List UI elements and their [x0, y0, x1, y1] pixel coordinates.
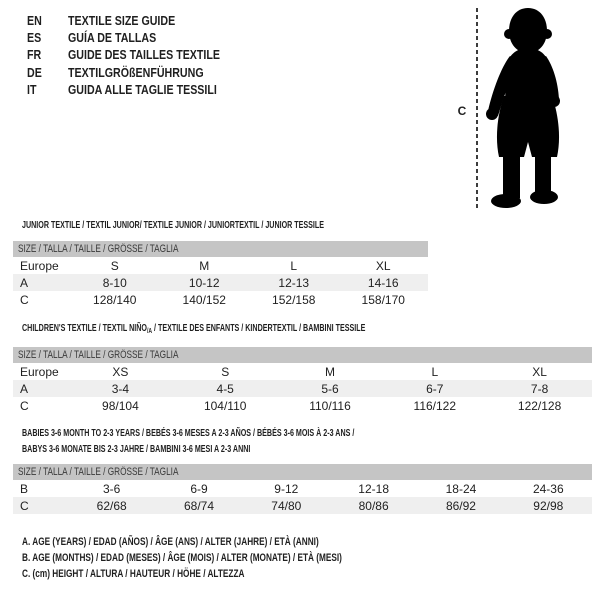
size-cell: 128/140 — [93, 292, 137, 307]
language-code: DE — [27, 64, 42, 80]
language-code: ES — [27, 30, 42, 46]
language-code: EN — [27, 13, 42, 28]
size-cell: 62/68 — [96, 498, 127, 513]
size-cell: 24-36 — [532, 481, 564, 496]
language-row — [27, 81, 253, 98]
row-label-cell: Europe — [20, 364, 59, 379]
size-cell: 12-18 — [358, 481, 389, 496]
language-title: GUÍA DE TALLAS — [68, 30, 157, 46]
size-header-bar — [13, 464, 592, 480]
size-cell: 3-4 — [111, 381, 130, 396]
size-cell: 6-7 — [426, 381, 444, 396]
size-header-label: SIZE / TALLA / TAILLE / GRÖSSE / TAGLIA — [18, 243, 179, 255]
size-cell: 12-13 — [278, 275, 310, 290]
babies-size-table — [13, 464, 592, 514]
size-cell: 18-24 — [445, 481, 477, 496]
footnote-c: C. (cm) HEIGHT / ALTURA / HAUTEUR / HÖHE / ALTEZZA — [22, 568, 245, 580]
language-title: TEXTILGRÖßENFÜHRUNG — [68, 64, 204, 80]
table-row — [13, 363, 592, 380]
table-row — [13, 497, 592, 514]
size-cell: 6-9 — [190, 481, 208, 496]
footnotes — [22, 534, 449, 582]
size-cell: L — [431, 364, 439, 379]
size-cell: XS — [112, 364, 129, 379]
size-header-label: SIZE / TALLA / TAILLE / GRÖSSE / TAGLIA — [18, 466, 179, 478]
junior-table-title: JUNIOR TEXTILE / TEXTIL JUNIOR/ TEXTILE JUNIOR / JUNIORTEXTIL / JUNIOR TESSILE — [22, 219, 325, 231]
size-cell: 158/170 — [361, 292, 405, 307]
table-row — [13, 380, 592, 397]
language-row — [27, 46, 253, 63]
row-label-cell: C — [20, 498, 29, 513]
size-cell: 74/80 — [271, 498, 302, 513]
table-row — [13, 291, 428, 308]
size-cell: 5-6 — [321, 381, 339, 396]
row-label-cell: C — [20, 398, 29, 413]
size-cell: S — [221, 364, 230, 379]
babies-table-title: BABIES 3-6 MONTH TO 2-3 YEARS / BEBÉS 3-6 MESES A 2-3 AÑOS / BÉBÉS 3-6 MOIS À 2-3 ANS / BABYS 3-6 MONATE BIS 2-3 JAHRE / BAMBINI 3-6 MESI A 2-3 ANNI — [22, 427, 355, 455]
size-cell: 92/98 — [533, 498, 564, 513]
size-cell: 14-16 — [367, 275, 399, 290]
size-cell: XL — [532, 364, 547, 379]
table-row — [13, 274, 428, 291]
language-row — [27, 12, 253, 29]
size-cell: 98/104 — [102, 398, 139, 413]
size-cell: 8-10 — [102, 275, 127, 290]
table-row — [13, 257, 428, 274]
title-subscript: /A — [146, 326, 153, 335]
footnote-a: A. AGE (YEARS) / EDAD (AÑOS) / ÂGE (ANS) / ALTER (JAHRE) / ETÀ (ANNI) — [22, 536, 319, 548]
children-size-table — [13, 347, 592, 414]
row-label-cell: A — [20, 275, 29, 290]
language-title: GUIDE DES TAILLES TEXTILE — [68, 47, 221, 63]
row-label-cell: B — [20, 481, 29, 496]
size-cell: 80/86 — [358, 498, 389, 513]
row-label-cell: A — [20, 381, 29, 396]
size-cell: S — [110, 258, 119, 273]
language-list — [27, 12, 253, 98]
size-cell: 152/158 — [272, 292, 316, 307]
size-cell: 4-5 — [216, 381, 234, 396]
baby-silhouette-icon — [478, 4, 578, 212]
size-cell: XL — [375, 258, 391, 273]
size-header-bar — [13, 347, 592, 363]
size-cell: 140/152 — [182, 292, 226, 307]
footnote-b: B. AGE (MONTHS) / EDAD (MESES) / ÂGE (MOIS) / ALTER (MONATE) / ETÀ (MESI) — [22, 552, 342, 564]
size-cell: 122/128 — [517, 398, 562, 413]
language-row — [27, 64, 253, 81]
size-cell: 9-12 — [274, 481, 299, 496]
language-code: FR — [27, 47, 42, 63]
size-cell: 86/92 — [445, 498, 476, 513]
children-table-title: CHILDREN'S TEXTILE / TEXTIL NIÑO/A / TEXTILE DES ENFANTS / KINDERTEXTIL / BAMBINI TESSILE — [22, 322, 366, 335]
size-cell: 10-12 — [188, 275, 220, 290]
size-cell: 110/116 — [309, 398, 351, 413]
size-cell: 116/122 — [413, 398, 457, 413]
language-row — [27, 29, 253, 46]
language-code: IT — [27, 81, 37, 97]
table-row — [13, 397, 592, 414]
size-cell: L — [290, 258, 298, 273]
language-title: GUIDA ALLE TAGLIE TESSILI — [68, 81, 217, 97]
row-label-cell: C — [20, 292, 29, 307]
size-cell: 68/74 — [183, 498, 214, 513]
size-header-label: SIZE / TALLA / TAILLE / GRÖSSE / TAGLIA — [18, 349, 179, 361]
language-title: TEXTILE SIZE GUIDE — [68, 13, 176, 28]
table-row — [13, 480, 592, 497]
size-header-bar — [13, 241, 428, 257]
size-cell: 3-6 — [102, 481, 121, 496]
row-label-cell: Europe — [20, 258, 59, 273]
size-cell: 104/110 — [203, 398, 247, 413]
size-cell: M — [324, 364, 335, 379]
measure-label-c: C — [457, 104, 467, 118]
size-cell: 7-8 — [530, 381, 549, 396]
junior-size-table — [13, 241, 428, 308]
size-cell: M — [199, 258, 210, 273]
